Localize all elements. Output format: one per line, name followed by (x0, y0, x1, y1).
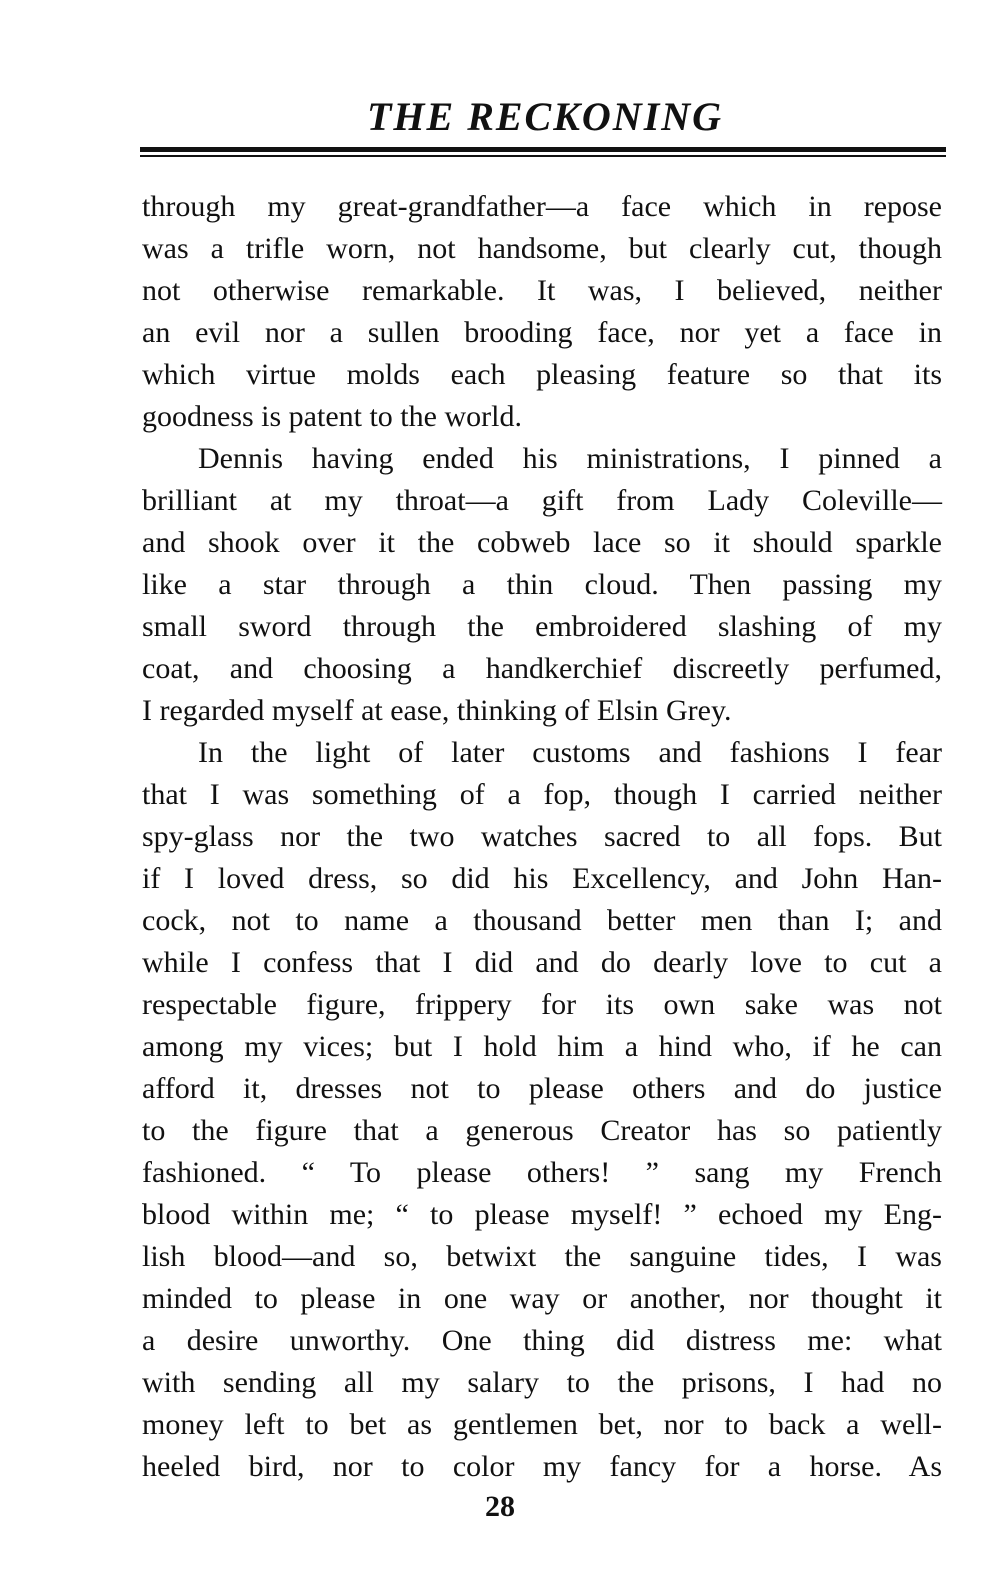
text-line: through my great-grandfather—a face which in repose (142, 190, 942, 223)
text-line: a desire unworthy. One thing did distress me: what (142, 1324, 942, 1357)
text-line: spy-glass nor the two watches sacred to all fops. But (142, 820, 942, 853)
text-line: like a star through a thin cloud. Then passing my (142, 568, 942, 601)
text-line: heeled bird, nor to color my fancy for a horse. As (142, 1450, 942, 1483)
text-line: brilliant at my throat—a gift from Lady Coleville— (142, 484, 942, 517)
text-line: was a trifle worn, not handsome, but clearly cut, though (142, 232, 942, 265)
text-line: small sword through the embroidered slashing of my (142, 610, 942, 643)
text-line: lish blood—and so, betwixt the sanguine tides, I was (142, 1240, 942, 1273)
text-line: while I confess that I did and do dearly love to cut a (142, 946, 942, 979)
text-line: and shook over it the cobweb lace so it should sparkle (142, 526, 942, 559)
running-head-title: THE RECKONING (366, 94, 724, 139)
header-rule-thick (140, 147, 946, 152)
text-line: to the figure that a generous Creator has so patiently (142, 1114, 942, 1147)
text-line: minded to please in one way or another, nor thought it (142, 1282, 942, 1315)
text-line: with sending all my salary to the prisons, I had no (142, 1366, 942, 1399)
text-line: afford it, dresses not to please others and do justice (142, 1072, 942, 1105)
paragraph-first-line: Dennis having ended his ministrations, I pinned a (198, 442, 942, 475)
header-rule-thin (140, 155, 946, 157)
body-text (142, 186, 942, 1488)
text-line: money left to bet as gentlemen bet, nor to back a well- (142, 1408, 942, 1441)
paragraph-first-line: In the light of later customs and fashions I fear (198, 736, 942, 769)
text-line: blood within me; “ to please myself! ” echoed my Eng- (142, 1198, 942, 1231)
text-line: if I loved dress, so did his Excellency, and John Han- (142, 862, 942, 895)
text-line: an evil nor a sullen brooding face, nor yet a face in (142, 316, 942, 349)
text-line: coat, and choosing a handkerchief discreetly perfumed, (142, 652, 942, 685)
text-line: among my vices; but I hold him a hind who, if he can (142, 1030, 942, 1063)
page-number: 28 (485, 1490, 515, 1523)
text-line: fashioned. “ To please others! ” sang my French (142, 1156, 942, 1189)
text-line: goodness is patent to the world. (142, 400, 522, 433)
text-line: that I was something of a fop, though I carried neither (142, 778, 942, 811)
text-line: not otherwise remarkable. It was, I believed, neither (142, 274, 942, 307)
text-line: respectable figure, frippery for its own sake was not (142, 988, 942, 1021)
text-line: I regarded myself at ease, thinking of Elsin Grey. (142, 694, 732, 727)
text-line: cock, not to name a thousand better men than I; and (142, 904, 942, 937)
text-line: which virtue molds each pleasing feature so that its (142, 358, 942, 391)
